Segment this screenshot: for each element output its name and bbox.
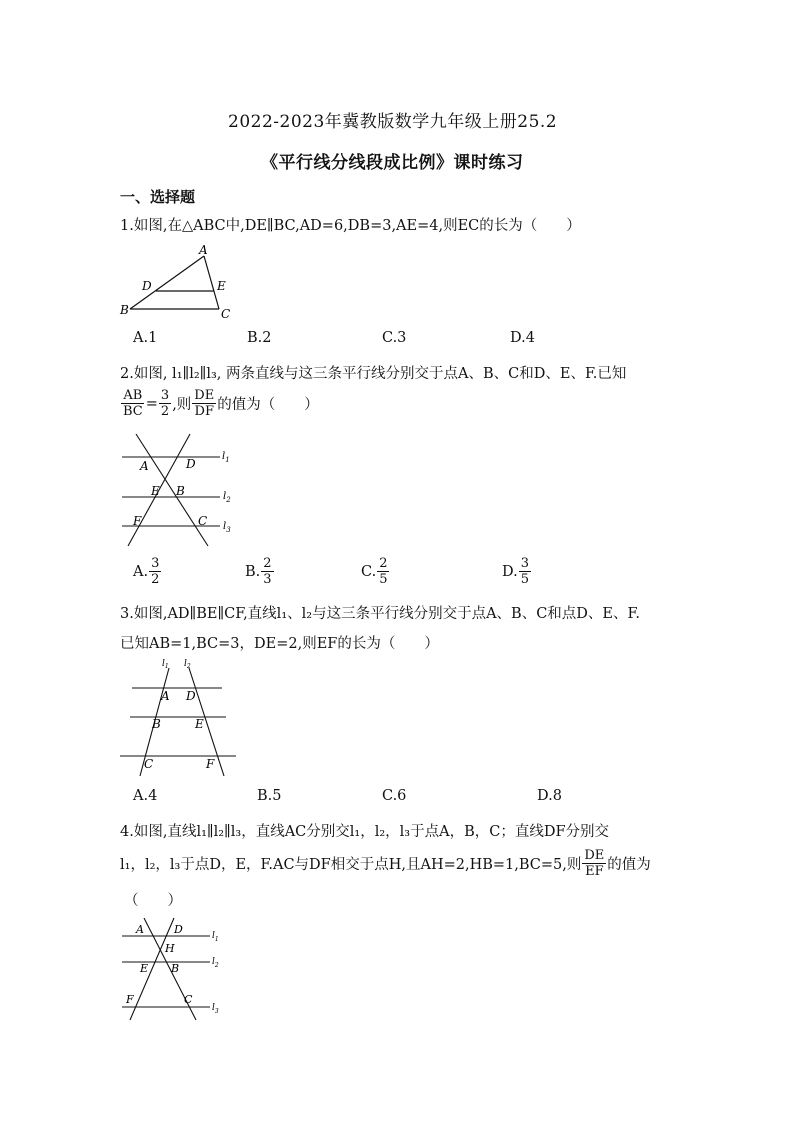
q2-option-a[interactable]: A. $\frac{3}{2}$ (133, 556, 160, 587)
q1-option-c[interactable]: C.3 (382, 330, 407, 346)
q1-option-d[interactable]: D.4 (510, 330, 535, 346)
question-3-figure (118, 656, 240, 780)
label-f: F (206, 757, 215, 771)
label-e: E (217, 279, 226, 293)
fraction-de-df: $\frac{DE}{DF}$ (194, 388, 215, 419)
label-b: B (176, 484, 185, 498)
label-h: H (165, 942, 175, 955)
transversal-ac (136, 434, 208, 546)
label-d: D (174, 923, 183, 936)
label-l3: $l_3$ (212, 1003, 219, 1015)
page-title-line1: 2022-2023年冀教版数学九年级上册25.2 (228, 112, 558, 132)
q3-option-b[interactable]: B.5 (257, 788, 282, 804)
label-c: C (221, 307, 231, 321)
question-1-text: 1.如图,在△ABC中,DE∥BC,AD=6,DB=3,AE=4,则EC的长为（ ） (120, 218, 581, 234)
label-l1: $l_1$ (212, 931, 219, 943)
q2-option-c[interactable]: C. $\frac{2}{5}$ (361, 556, 388, 587)
q2-option-d[interactable]: D. $\frac{3}{5}$ (502, 556, 529, 587)
fraction-de-ef: $\frac{DE}{EF}$ (584, 848, 605, 879)
question-2-figure (118, 428, 248, 552)
question-4-figure (118, 916, 236, 1022)
section-heading: 一、选择题 (120, 188, 196, 206)
label-l2: $l_2$ (223, 491, 231, 504)
label-a: A (199, 243, 208, 257)
label-c: C (144, 757, 154, 771)
label-a: A (140, 459, 149, 473)
label-b: B (171, 962, 180, 975)
label-l1: $l_1$ (222, 451, 230, 464)
label-e: E (195, 717, 204, 731)
question-3-line2: 已知AB=1,BC=3，DE=2,则EF的长为（ ） (120, 636, 439, 652)
page-title-line2: 《平行线分线段成比例》课时练习 (261, 153, 524, 173)
label-l3: $l_3$ (223, 521, 231, 534)
label-b: B (120, 303, 129, 317)
label-d: D (186, 457, 196, 471)
label-a: A (136, 923, 144, 936)
label-c: C (184, 993, 193, 1006)
label-l2: $l_2$ (184, 659, 191, 670)
fraction-3-2: $\frac{3}{2}$ (160, 388, 170, 419)
q3-option-c[interactable]: C.6 (382, 788, 407, 804)
label-e: E (151, 484, 160, 498)
label-l2: $l_2$ (212, 957, 219, 969)
q2-option-b[interactable]: B. $\frac{2}{3}$ (245, 556, 272, 587)
q3-option-d[interactable]: D.8 (537, 788, 562, 804)
label-d: D (186, 689, 196, 703)
label-e: E (140, 962, 149, 975)
label-l1: $l_1$ (162, 659, 169, 670)
q3-option-a[interactable]: A.4 (133, 788, 158, 804)
label-d: D (142, 279, 152, 293)
label-a: A (161, 689, 170, 703)
question-4-line1: 4.如图,直线l₁∥l₂∥l₃，直线AC分别交l₁，l₂，l₃于点A，B，C；直线DF分别交 (120, 824, 610, 840)
question-3-line1: 3.如图,AD∥BE∥CF,直线l₁、l₂与这三条平行线分别交于点A、B、C和点D、E、F. (120, 606, 640, 622)
label-b: B (152, 717, 161, 731)
fraction-ab-bc: $\frac{AB}{BC}$ (123, 388, 143, 419)
q1-option-a[interactable]: A.1 (133, 330, 158, 346)
label-f: F (126, 993, 134, 1006)
question-2-line1: 2.如图, l₁∥l₂∥l₃, 两条直线与这三条平行线分别交于点A、B、C和D、E、F.已知 (120, 366, 627, 382)
question-2-line2: $\frac{AB}{BC}$ = $\frac{3}{2}$ ,则 $\frac{DE}{DF}$ 的值为（ ） (123, 388, 319, 419)
question-1-figure (118, 242, 242, 322)
label-c: C (198, 514, 208, 528)
question-4-answer-blank: （ ） (124, 893, 182, 909)
label-f: F (133, 514, 142, 528)
question-4-line2: l₁，l₂，l₃于点D，E，F.AC与DF相交于点H,且AH=2,HB=1,BC=5,则 $\frac{DE}{EF}$ 的值为 (120, 848, 651, 879)
q1-option-b[interactable]: B.2 (247, 330, 272, 346)
